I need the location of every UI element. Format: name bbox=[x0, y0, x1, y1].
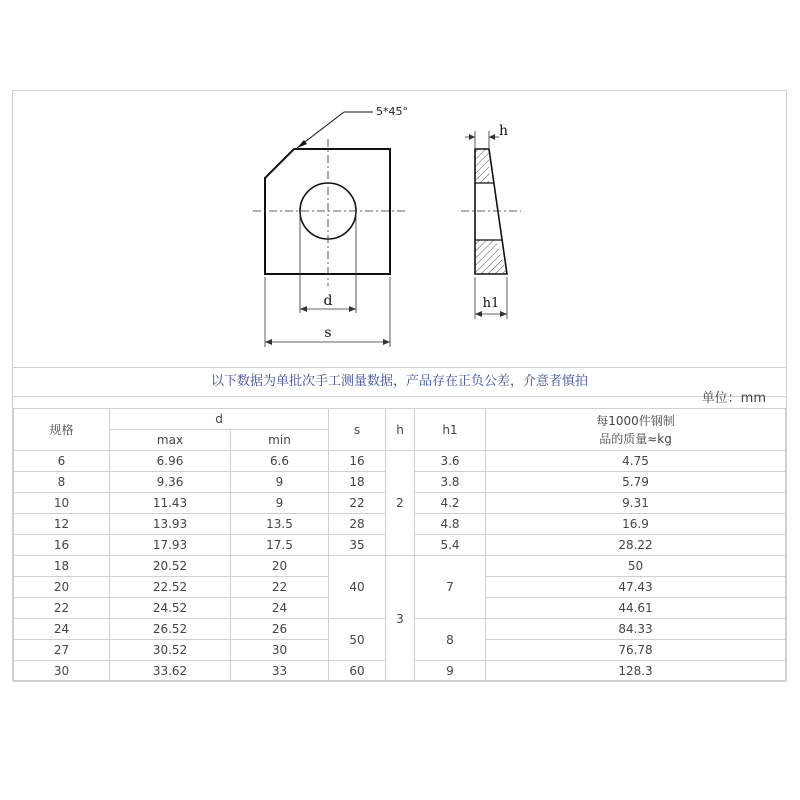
cell-s: 22 bbox=[329, 493, 386, 514]
cell-d-max: 26.52 bbox=[110, 619, 231, 640]
table-row bbox=[14, 556, 786, 577]
cell-h1: 3.6 bbox=[415, 451, 486, 472]
cell-h1: 3.8 bbox=[415, 472, 486, 493]
technical-drawing bbox=[13, 91, 788, 367]
cell-spec: 24 bbox=[14, 619, 110, 640]
cell-d-min: 20 bbox=[231, 556, 329, 577]
cell-d-min: 9 bbox=[231, 472, 329, 493]
header-h1: h1 bbox=[415, 409, 486, 451]
cell-mass: 9.31 bbox=[486, 493, 786, 514]
dimension-d-label: d bbox=[323, 293, 333, 309]
dimension-h1-label: h1 bbox=[482, 296, 500, 311]
cell-mass: 16.9 bbox=[486, 514, 786, 535]
chamfer-label: 5*45° bbox=[376, 105, 408, 118]
cell-d-min: 30 bbox=[231, 640, 329, 661]
cell-mass: 76.78 bbox=[486, 640, 786, 661]
cell-spec: 8 bbox=[14, 472, 110, 493]
cell-d-min: 33 bbox=[231, 661, 329, 682]
cell-spec: 6 bbox=[14, 451, 110, 472]
cell-mass: 4.75 bbox=[486, 451, 786, 472]
cell-s: 50 bbox=[329, 619, 386, 661]
cell-d-min: 6.6 bbox=[231, 451, 329, 472]
cell-mass: 28.22 bbox=[486, 535, 786, 556]
cell-d-min: 22 bbox=[231, 577, 329, 598]
dimension-h bbox=[465, 131, 499, 148]
dimension-h-label: h bbox=[499, 123, 509, 139]
table-row bbox=[14, 451, 786, 472]
cell-s: 28 bbox=[329, 514, 386, 535]
header-h: h bbox=[386, 409, 415, 451]
cell-d-max: 11.43 bbox=[110, 493, 231, 514]
header-mass bbox=[486, 409, 786, 451]
cell-d-max: 33.62 bbox=[110, 661, 231, 682]
cell-d-max: 17.93 bbox=[110, 535, 231, 556]
cell-s: 40 bbox=[329, 556, 386, 619]
header-d-max: max bbox=[110, 430, 231, 451]
cell-d-min: 13.5 bbox=[231, 514, 329, 535]
cell-d-min: 17.5 bbox=[231, 535, 329, 556]
header-d: d bbox=[110, 409, 329, 430]
cell-s: 16 bbox=[329, 451, 386, 472]
cell-s: 60 bbox=[329, 661, 386, 682]
cell-d-max: 30.52 bbox=[110, 640, 231, 661]
cell-d-max: 20.52 bbox=[110, 556, 231, 577]
cell-h1: 9 bbox=[415, 661, 486, 682]
cell-h1: 7 bbox=[415, 556, 486, 619]
cell-h: 2 bbox=[386, 451, 415, 556]
cell-mass: 5.79 bbox=[486, 472, 786, 493]
cell-s: 18 bbox=[329, 472, 386, 493]
cell-h1: 4.2 bbox=[415, 493, 486, 514]
cell-spec: 20 bbox=[14, 577, 110, 598]
cell-d-max: 6.96 bbox=[110, 451, 231, 472]
cell-d-max: 24.52 bbox=[110, 598, 231, 619]
table-header-row bbox=[14, 409, 786, 430]
cell-mass: 50 bbox=[486, 556, 786, 577]
cell-mass: 84.33 bbox=[486, 619, 786, 640]
header-d-min: min bbox=[231, 430, 329, 451]
cell-d-max: 22.52 bbox=[110, 577, 231, 598]
cell-h1: 8 bbox=[415, 619, 486, 661]
cell-spec: 16 bbox=[14, 535, 110, 556]
spec-sheet bbox=[12, 90, 787, 681]
cell-spec: 12 bbox=[14, 514, 110, 535]
washer-side-view bbox=[461, 149, 521, 274]
cell-d-min: 24 bbox=[231, 598, 329, 619]
cell-s: 35 bbox=[329, 535, 386, 556]
cell-h1: 5.4 bbox=[415, 535, 486, 556]
cell-spec: 22 bbox=[14, 598, 110, 619]
cell-spec: 10 bbox=[14, 493, 110, 514]
cell-mass: 44.61 bbox=[486, 598, 786, 619]
chamfer-leader bbox=[297, 112, 373, 148]
cell-mass: 128.3 bbox=[486, 661, 786, 682]
header-mass-line1: 每1000件钢制 bbox=[596, 413, 675, 428]
disclaimer-note: 以下数据为单批次手工测量数据，产品存在正负公差，介意者慎拍 bbox=[13, 367, 786, 397]
header-mass-line2: 品的质量≈kg bbox=[599, 431, 672, 446]
washer-front-view bbox=[253, 139, 405, 286]
cell-d-min: 9 bbox=[231, 493, 329, 514]
cell-d-max: 13.93 bbox=[110, 514, 231, 535]
dimension-s-label: s bbox=[324, 325, 332, 341]
header-s: s bbox=[329, 409, 386, 451]
unit-label: 单位：mm bbox=[701, 391, 766, 406]
cell-h: 3 bbox=[386, 556, 415, 682]
header-spec: 规格 bbox=[14, 409, 110, 451]
cell-spec: 27 bbox=[14, 640, 110, 661]
cell-mass: 47.43 bbox=[486, 577, 786, 598]
spec-table bbox=[13, 408, 786, 682]
cell-d-max: 9.36 bbox=[110, 472, 231, 493]
cell-spec: 30 bbox=[14, 661, 110, 682]
cell-d-min: 26 bbox=[231, 619, 329, 640]
cell-h1: 4.8 bbox=[415, 514, 486, 535]
cell-spec: 18 bbox=[14, 556, 110, 577]
